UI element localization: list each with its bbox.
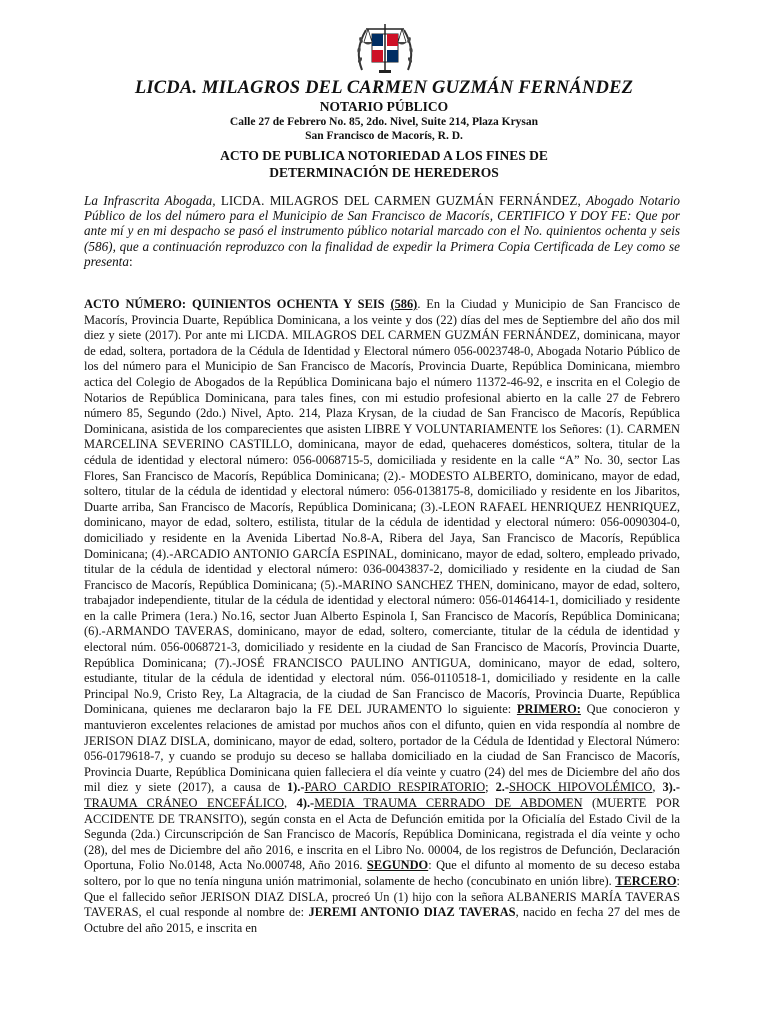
notary-address: Calle 27 de Febrero No. 85, 2do. Nivel, Suite 214, Plaza Krysan [229,116,539,128]
intro-lead: La Infrascrita Abogada, [84,193,216,208]
intro-certification: Abogado Notario Público de los del número para el Municipio de San Francisco de Macorís, CERTIFICO Y DOY FE: Que por ante mí y en mi despacho se pasó el instrumento público notarial marcado con el No. quinientos ochenta y seis (586), que a continuación reproduzco con la finalidad de expedir la Primera Copia Certificada de Ley como se presenta [84,193,680,269]
segundo-heading: SEGUNDO [366,858,429,873]
notary-name: LICDA. MILAGROS DEL CARMEN GUZMÁN FERNÁNDEZ [134,78,634,98]
notary-seal-logo [352,20,418,76]
cause-1: PARO CARDIO RESPIRATORIO [304,780,486,795]
cause-4: MEDIA TRAUMA CERRADO DE ABDOMEN [314,796,583,810]
cause-2-number: 2.- [495,780,510,795]
cause-3: TRAUMA CRÁNEO ENCEFÁLICO [84,796,285,810]
act-text-4: : Que el difunto al momento de su deceso estaba soltero, por lo que no tenía ninguna unión matrimonial, solamente de hecho (concubinato en unión libre). [84,858,680,888]
letterhead [0,77,768,143]
primero-heading: PRIMERO: [516,702,581,717]
act-text-5: : Que el fallecido señor JERISON DIAZ DISLA, procreó Un (1) hijo con la señora ALBANERIS MARÍA TAVERAS TAVERAS, el cual responde al nombre de: [84,873,680,920]
notary-role: NOTARIO PÚBLICO [319,99,449,114]
act-text-6: , nacido en fecha 27 del mes de Octubre del año 2015, e inscrita en [84,905,680,935]
intro-paragraph [84,193,680,269]
act-text-1: . En la Ciudad y Municipio de San Francisco de Macorís, Provincia Duarte, República Dominicana, a los veinte y dos (22) días del mes de Septiembre del año dos mil diez y siete (2017). Por ante mi LICDA. MILAGROS DEL CARMEN GUZMÁN FERNÁNDEZ, dominicana, mayor de edad, soltera, portadora de la Cédula de Identidad y Electoral número 056-0023748-0, Abogada Notario Público de los del número para el Municipio de San Francisco de Macorís, Provincia Duarte, República Dominicana, miembro actica del Colegio de Abogados de la República Dominicana bajo el número 11372-46-92, e inscrita en el Colegio de Notarios de República Dominicana, para tales fines, con mi estudio profesional abierto en la calle 27 de Febrero número 85, Segundo (2do.) Nivel, Apto. 214, Plaza Krysan, de la ciudad de San Francisco de Macorís, República Dominicana, asistida de los comparecientes que asisten LIBRE Y VOLUNTARIAMENTE los Señores: (1). CARMEN MARCELINA SEVERINO CASTILLO, dominicana, mayor de edad, quehaceres domésticos, soltera, titular de la cédula de identidad y electoral número: 056-0068715-5, domiciliada y residente en la calle “A” No. 30, sector Las Flores, San Francisco de Macorís, República Dominicana; (2).- MODESTO ALBERTO, dominicano, mayor de edad, soltero, titular de la cédula de identidad y electoral número: 056-0138175-8, domiciliado y residente en los Jibaritos, Duarte arriba, San Francisco de Macorís, República Dominicana; (3).-LEON RAFAEL HENRIQUEZ HENRIQUEZ, dominicano, mayor de edad, soltero, estilista, titular de la cédula de identidad y electoral número: 056-0090304-0, domiciliado y residente en la Avenida Libertad No.8-A, Ribera del Jaya, San Francisco de Macorís, República Dominicana; (4).-ARCADIO ANTONIO GARCÍA ESPINAL, dominicano, mayor de edad, soltero, empleado privado, titular de la cédula de identidad y electoral número: 036-0043837-2, domiciliado y residente en la ciudad de San Francisco de Macorís, República Dominicana; (5).-MARINO SANCHEZ THEN, dominicano, mayor de edad, soltero, trabajador independiente, titular de la cédula de identidad y electoral número: 056-0146414-1, domiciliado y residente en la calle Primera (1era.) No.16, sector Juan Alberto Espinola I, San Francisco de Macorís, República Dominicana; (6).-ARMANDO TAVERAS, dominicano, mayor de edad, soltero, comerciante, titular de la cédula de identidad y electoral núm. 056-0068721-3, domiciliado y residente en la ciudad de San Francisco de Macorís, Provincia Duarte, República Dominicana; (7).-JOSÉ FRANCISCO PAULINO ANTIGUA, dominicano, mayor de edad, soltero, estudiante, titular de la cédula de identidad y electoral núm. 056-0110518-1, domiciliado y residente en la calle Principal No.9, Cristo Rey, La Altagracia, de la ciudad de San Francisco de Macorís, Provincia Duarte, República Dominicana, quienes me declararon bajo la FE DEL JURAMENTO lo siguiente: [84,297,680,717]
act-number-label: ACTO NÚMERO: QUINIENTOS OCHENTA Y SEIS [84,297,391,311]
document-title [0,147,768,181]
title-line-1: ACTO DE PUBLICA NOTORIEDAD A LOS FINES DE [220,148,548,163]
act-text-3: (MUERTE POR ACCIDENTE DE TRANSITO), según consta en el Acta de Defunción emitida por la Oficialía del Estado Civil de la Segunda (2da.) Circunscripción de San Francisco de Macorís, República Dominicana, registrada el día veinte y ocho (28), del mes de Diciembre del año 2016, e inscrita en el Libro No. 00004, de los registros de Defunción, Declaración Oportuna, Folio No.0148, Acta No.000748, Año 2016. [84,796,680,873]
cause-sep-1: ; [485,780,496,795]
cause-sep-2: , [652,780,663,795]
cause-sep-3: , [284,796,297,810]
title-line-2: DETERMINACIÓN DE HEREDEROS [269,165,499,180]
cause-2: SHOCK HIPOVOLÉMICO [509,780,653,795]
tercero-heading: TERCERO [615,873,677,888]
act-text-2: Que conocieron y mantuvieron excelentes relaciones de amistad por muchos años con el difunto, quien en vida respondía al nombre de JERISON DIAZ DISLA, dominicano, mayor de edad, soltero, portador de la Cédula de Identidad y Electoral Número: 056-0179618-7, y cuando se produjo su deceso se hallaba domiciliado en la ciudad de San Francisco de Macorís, Provincia Duarte, República Dominicana quien falleciera el día veinte y cuatro (24) del mes de Diciembre del año dos mil diez y siete (2017), a causa de [84,702,680,795]
cause-1-number: 1).- [286,780,305,795]
intro-end: : [128,253,133,269]
act-number-value: (586) [390,297,418,311]
child-name: JEREMI ANTONIO DIAZ TAVERAS [308,905,516,920]
act-body-paragraph [84,297,680,936]
cause-4-number: 4).- [296,796,315,810]
notary-city: San Francisco de Macorís, R. D. [305,130,463,142]
cause-3-number: 3).- [662,780,680,795]
intro-notary-name: LICDA. MILAGROS DEL CARMEN GUZMÁN FERNÁNDEZ, [215,193,587,208]
